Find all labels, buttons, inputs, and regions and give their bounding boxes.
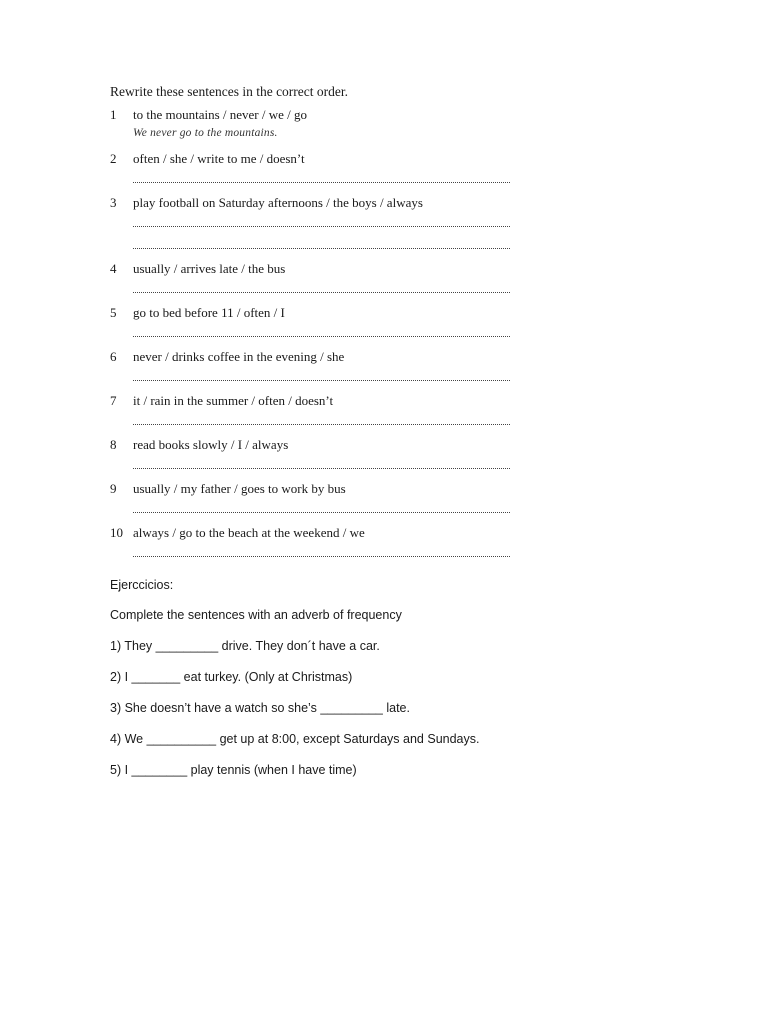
item-number: 2 (110, 151, 117, 166)
item-prompt: usually / arrives late / the bus (133, 261, 286, 276)
instruction: Complete the sentences with an adverb of frequency (110, 608, 402, 622)
item-prompt: usually / my father / goes to work by bus (133, 481, 346, 496)
item-prompt: to the mountains / never / we / go (133, 107, 308, 122)
item-prompt: play football on Saturday afternoons / the boys / always (133, 195, 423, 210)
answer-line (133, 556, 510, 557)
item-prompt: often / she / write to me / doesn’t (133, 151, 305, 166)
answer-line (133, 226, 510, 227)
item-prompt: never / drinks coffee in the evening / she (133, 349, 345, 364)
answer-line (133, 182, 510, 183)
answer-line (133, 512, 510, 513)
item-prompt: go to bed before 11 / often / I (133, 305, 285, 320)
answer-line (133, 380, 510, 381)
item-number: 7 (110, 393, 117, 408)
item-number: 6 (110, 349, 117, 364)
fill-in-sentence: 4) We __________ get up at 8:00, except Saturdays and Sundays. (110, 732, 480, 746)
answer-line (133, 292, 510, 293)
item-number: 1 (110, 107, 117, 122)
item-number: 8 (110, 437, 117, 452)
item-prompt: it / rain in the summer / often / doesn’t (133, 393, 334, 408)
item-number: 3 (110, 195, 117, 210)
item-number: 4 (110, 261, 117, 276)
answer-line (133, 468, 510, 469)
answer-line (133, 424, 510, 425)
item-number: 10 (110, 525, 123, 540)
answer-line (133, 336, 510, 337)
fill-in-sentence: 5) I ________ play tennis (when I have time) (110, 763, 357, 777)
fill-in-sentence: 3) She doesn’t have a watch so she’s _________ late. (110, 701, 410, 715)
exercise-heading: Rewrite these sentences in the correct order. (110, 84, 349, 99)
item-number: 5 (110, 305, 117, 320)
item-number: 9 (110, 481, 117, 496)
item-prompt: read books slowly / I / always (133, 437, 289, 452)
item-prompt: always / go to the beach at the weekend / we (133, 525, 365, 540)
section-label: Ejerccicios: (110, 578, 174, 592)
fill-in-sentence: 2) I _______ eat turkey. (Only at Christmas) (110, 670, 353, 684)
answer-line (133, 248, 510, 249)
fill-in-sentence: 1) They _________ drive. They don´t have a car. (110, 639, 380, 653)
example-answer: We never go to the mountains. (133, 127, 278, 139)
